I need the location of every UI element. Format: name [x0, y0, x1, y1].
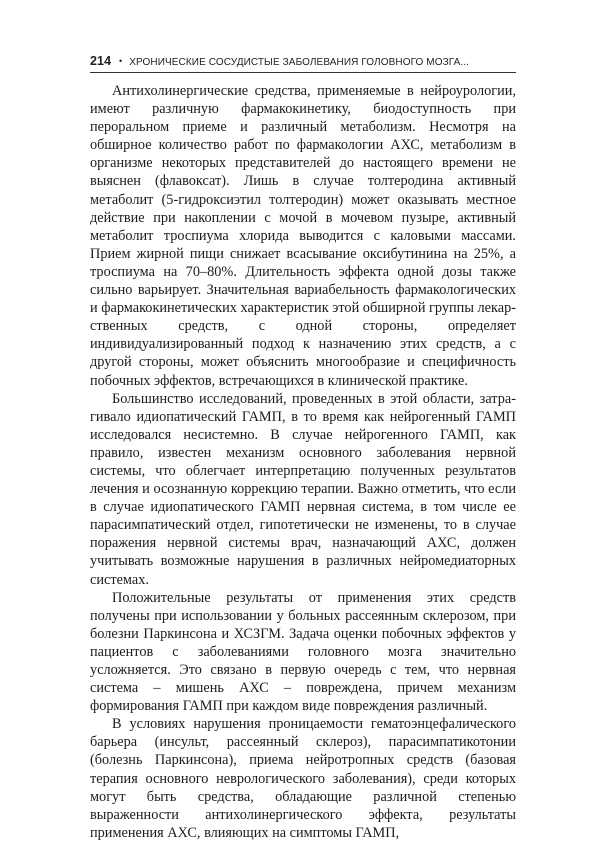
paragraph-3: Положительные результаты от применения этих средств получены при использовании у больных рассеянным склерозом, при болезни Паркинсона и ХСЗГМ. Задача оценки побочных эффектов у пациентов с заболеваниями головного мозга значительно усложняется. Это связано в первую очередь с тем, что нервная система – мишень АХС – повреждена, причем механизм формирования ГАМП при каждом виде повреждения различный.: [90, 589, 516, 715]
paragraph-1: Антихолинергические средства, применяемые в нейроурологии, имеют различную фармакокинетику, биодоступность при пероральном приеме и различный метаболизм. Несмотря на обширное количество работ по фармакологии АХС, метаболизм в организме некоторых представителей до настоящего времени не выяснен (флавоксат). Лишь в случае толтеродина активный метаболит (5-гидроксиэтил толтеродин) может оказывать местное действие при накоплении с мочой в мочевом пузыре, активный метаболит троспиума хлорида выводится с каловыми массами. Прием жирной пищи снижает всасывание оксибутинина на 25%, а троспиума на 70–80%. Длительность эффекта одной дозы также сильно варьирует. Значительная вариабельность фармакологических и фармакокинетических характеристик этой обширной группы лекарственных средств, с одной стороны, определяет индивидуализированный подход к назначению этих средств, а с другой стороны, может объяснить многообразие и специфичность побочных эффектов, встречающихся в клинической практике.: [90, 83, 516, 389]
page-number: 214: [90, 54, 112, 68]
bullet-separator: •: [119, 56, 123, 66]
body-text: [90, 82, 516, 842]
paragraph-2: Большинство исследований, проведенных в этой области, затрагивало идиопатический ГАМП, в то время как нейрогенный ГАМП исследовался несистемно. В случае нейрогенного ГАМП, как правило, известен механизм основного заболевания нервной системы, что облегчает интерпретацию полученных результатов лечения и осознанную коррекцию терапии. Важно отметить, что если в случае идиопатического ГАМП нервная система, в том числе ее парасимпатический отдел, гипотетически не изменены, то в случае поражения нервной системы врач, назначающий АХС, должен учитывать возможные нарушения в различных нейромедиаторных системах.: [90, 390, 516, 588]
paragraph-4: В условиях нарушения проницаемости гематоэнцефалического барьера (инсульт, рассеянный склероз), парасимпатикотонии (болезнь Паркинсона), приема нейротропных средств (базовая терапия основного неврологического заболевания), среди которых могут быть средства, обладающие различной степенью выраженности антихолинергического эффекта, результаты применения АХС, влияющих на симптомы ГАМП,: [90, 716, 516, 841]
header-rule: [90, 72, 516, 73]
running-title: ХРОНИЧЕСКИЕ СОСУДИСТЫЕ ЗАБОЛЕВАНИЯ ГОЛОВНОГО МОЗГА...: [129, 57, 469, 68]
running-head: [90, 54, 516, 72]
